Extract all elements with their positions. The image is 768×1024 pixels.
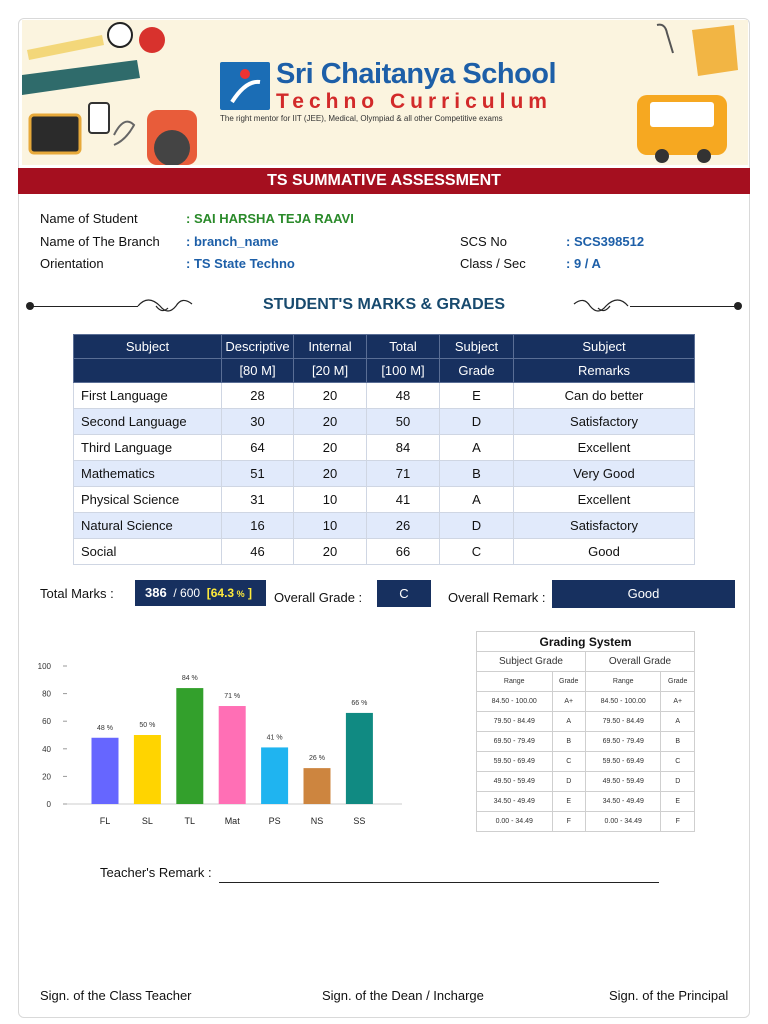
orientation-label: Orientation — [40, 256, 104, 271]
table-cell: Excellent — [514, 487, 695, 513]
grading-cell: C — [552, 752, 585, 772]
grading-cell: F — [552, 812, 585, 832]
grading-row — [477, 812, 695, 832]
table-cell: Social — [74, 539, 222, 565]
marks-body — [74, 383, 695, 565]
school-logo-icon — [220, 62, 270, 110]
grading-cell: C — [661, 752, 695, 772]
apple-icon — [139, 27, 165, 53]
grading-cell: 49.50 - 59.49 — [477, 772, 553, 792]
grading-cell: D — [552, 772, 585, 792]
col-subheader: Remarks — [514, 359, 695, 383]
branch-label: Name of The Branch — [40, 234, 160, 249]
table-cell: 10 — [294, 487, 367, 513]
table-cell: Third Language — [74, 435, 222, 461]
paperclip-icon — [114, 122, 134, 145]
grading-row — [477, 712, 695, 732]
total-marks-box — [135, 580, 266, 606]
teacher-remark-label: Teacher's Remark : — [100, 865, 212, 880]
marks-header-row-2 — [74, 359, 695, 383]
table-cell: D — [440, 513, 514, 539]
grading-row — [477, 772, 695, 792]
y-tick-label: 40 — [42, 744, 51, 754]
bar — [92, 738, 119, 804]
paperclip-right-icon — [657, 25, 673, 53]
grading-cell: 34.50 - 49.49 — [477, 792, 553, 812]
total-marks-max: / 600 — [173, 586, 201, 600]
y-tick-label: 0 — [46, 800, 51, 809]
grading-cell: 59.50 - 69.49 — [477, 752, 553, 772]
bar-value-label: 71 % — [224, 693, 241, 701]
overall-remark-value: Good — [552, 580, 735, 608]
table-cell: 31 — [222, 487, 294, 513]
grading-cell: A+ — [552, 692, 585, 712]
table-cell: 41 — [367, 487, 440, 513]
table-cell: A — [440, 435, 514, 461]
table-cell: 50 — [367, 409, 440, 435]
bar-value-label: 66 % — [351, 699, 368, 707]
col-subheader: Grade — [440, 359, 514, 383]
grading-cell: F — [661, 812, 695, 832]
table-cell: C — [440, 539, 514, 565]
football-icon — [108, 23, 132, 47]
class-teacher-signature: Sign. of the Class Teacher — [40, 988, 192, 1003]
table-cell: Natural Science — [74, 513, 222, 539]
table-row — [74, 461, 695, 487]
marks-header-row-1 — [74, 335, 695, 359]
table-cell: 71 — [367, 461, 440, 487]
grading-cell: 79.50 - 84.49 — [585, 712, 661, 732]
bar-value-label: 41 % — [266, 734, 283, 742]
table-cell: 84 — [367, 435, 440, 461]
table-cell: 20 — [294, 383, 367, 409]
bar — [304, 768, 331, 804]
tablet-icon — [89, 103, 109, 133]
table-cell: Satisfactory — [514, 409, 695, 435]
table-row — [74, 435, 695, 461]
table-cell: 48 — [367, 383, 440, 409]
student-name-label: Name of Student — [40, 211, 138, 226]
x-tick-label: PS — [268, 816, 281, 826]
col-header: Descriptive — [222, 335, 294, 359]
y-tick-label: 80 — [42, 689, 51, 699]
col-subheader: [100 M] — [367, 359, 440, 383]
notes-icon — [692, 25, 738, 76]
range-col-header: Range — [585, 672, 661, 692]
table-cell: 66 — [367, 539, 440, 565]
grading-cell: 84.50 - 100.00 — [585, 692, 661, 712]
col-subheader: [20 M] — [294, 359, 367, 383]
col-header: Total — [367, 335, 440, 359]
table-cell: Very Good — [514, 461, 695, 487]
table-row — [74, 383, 695, 409]
grading-cell: 69.50 - 79.49 — [477, 732, 553, 752]
table-cell: A — [440, 487, 514, 513]
total-marks-value: 386 — [145, 585, 167, 600]
table-row — [74, 539, 695, 565]
grading-cell: 79.50 - 84.49 — [477, 712, 553, 732]
table-cell: 20 — [294, 409, 367, 435]
assessment-title: TS SUMMATIVE ASSESSMENT — [18, 168, 750, 194]
grade-col-header: Grade — [552, 672, 585, 692]
x-tick-label: NS — [310, 816, 324, 826]
table-cell: 20 — [294, 435, 367, 461]
grading-cell: 69.50 - 79.49 — [585, 732, 661, 752]
col-header: Subject — [440, 335, 514, 359]
bar — [219, 706, 246, 804]
col-header: Subject — [514, 335, 695, 359]
grading-cell: 59.50 - 69.49 — [585, 752, 661, 772]
x-tick-label: FL — [99, 816, 111, 826]
grading-cell: A — [661, 712, 695, 732]
table-row — [74, 513, 695, 539]
grading-cell: 34.50 - 49.49 — [585, 792, 661, 812]
grade-col-header: Grade — [661, 672, 695, 692]
table-cell: 20 — [294, 539, 367, 565]
bar — [176, 688, 203, 804]
pencil-icon — [27, 35, 104, 60]
grading-cell: E — [552, 792, 585, 812]
table-cell: 64 — [222, 435, 294, 461]
table-cell: E — [440, 383, 514, 409]
percentage-value: [64.3 — [206, 586, 235, 600]
grading-cell: 0.00 - 34.49 — [585, 812, 661, 832]
col-subheader: [80 M] — [222, 359, 294, 383]
table-cell: Mathematics — [74, 461, 222, 487]
grading-cell: B — [552, 732, 585, 752]
table-row — [74, 487, 695, 513]
table-cell: 10 — [294, 513, 367, 539]
grading-cell: 49.50 - 59.49 — [585, 772, 661, 792]
marks-bar-chart — [30, 650, 410, 840]
divider-dot-right — [734, 302, 742, 310]
table-cell: Physical Science — [74, 487, 222, 513]
orientation-value: : TS State Techno — [186, 256, 295, 271]
table-cell: First Language — [74, 383, 222, 409]
x-tick-label: SL — [141, 816, 153, 826]
table-cell: 26 — [367, 513, 440, 539]
overall-grade-value: C — [377, 580, 431, 607]
scs-label: SCS No — [460, 234, 507, 249]
col-header: Subject — [74, 335, 222, 359]
total-marks-label: Total Marks : — [40, 586, 114, 601]
grading-cell: D — [661, 772, 695, 792]
table-cell: 51 — [222, 461, 294, 487]
bar-value-label: 50 % — [139, 722, 156, 729]
table-cell: Excellent — [514, 435, 695, 461]
school-tagline: The right mentor for IIT (JEE), Medical, Olympiad & all other Competitive exams — [220, 114, 503, 123]
y-tick-label: 100 — [37, 662, 51, 671]
teacher-remark-line — [219, 882, 659, 883]
class-value: : 9 / A — [566, 256, 601, 271]
x-tick-label: TL — [184, 816, 196, 826]
table-cell: D — [440, 409, 514, 435]
grading-cell: 0.00 - 34.49 — [477, 812, 553, 832]
col-header: Internal — [294, 335, 367, 359]
grading-row — [477, 732, 695, 752]
table-cell: 16 — [222, 513, 294, 539]
table-row — [74, 409, 695, 435]
grading-body — [477, 692, 695, 832]
grading-cell: E — [661, 792, 695, 812]
y-tick-label: 20 — [42, 772, 51, 782]
flourish-right-icon — [572, 293, 630, 319]
marks-table — [73, 334, 695, 565]
bar — [261, 747, 288, 804]
percentage-close: ] — [244, 586, 252, 600]
scs-value: : SCS398512 — [566, 234, 645, 249]
bar — [134, 735, 161, 804]
grading-cell: A+ — [661, 692, 695, 712]
ribbon-icon — [22, 60, 140, 95]
grading-cell: A — [552, 712, 585, 732]
bar — [346, 713, 373, 804]
grading-cell: 84.50 - 100.00 — [477, 692, 553, 712]
grading-row — [477, 792, 695, 812]
subject-grade-header: Subject Grade — [477, 652, 586, 672]
y-tick-label: 60 — [42, 717, 51, 727]
overall-grade-header: Overall Grade — [585, 652, 694, 672]
branch-value: : branch_name — [186, 234, 279, 249]
table-cell: B — [440, 461, 514, 487]
bar-value-label: 26 % — [309, 755, 325, 763]
grading-title: Grading System — [477, 632, 695, 652]
dean-signature: Sign. of the Dean / Incharge — [322, 988, 484, 1003]
table-cell: Can do better — [514, 383, 695, 409]
school-subtitle: Techno Curriculum — [276, 90, 552, 113]
table-cell: 30 — [222, 409, 294, 435]
bar-value-label: 84 % — [181, 675, 198, 683]
col-subheader — [74, 359, 222, 383]
grading-row — [477, 752, 695, 772]
table-cell: Satisfactory — [514, 513, 695, 539]
class-label: Class / Sec — [460, 256, 526, 271]
grading-cell: B — [661, 732, 695, 752]
grading-row — [477, 692, 695, 712]
blackboard-icon — [30, 115, 80, 153]
bar-value-label: 48 % — [97, 724, 113, 732]
section-title: STUDENT'S MARKS & GRADES — [262, 296, 506, 313]
table-cell: 28 — [222, 383, 294, 409]
divider-right — [630, 306, 738, 307]
overall-grade-label: Overall Grade : — [274, 590, 363, 605]
table-cell: Second Language — [74, 409, 222, 435]
grading-system-table — [476, 631, 695, 832]
table-cell: Good — [514, 539, 695, 565]
overall-remark-label: Overall Remark : — [448, 590, 546, 605]
principal-signature: Sign. of the Principal — [609, 988, 729, 1003]
percentage-sign: % — [234, 589, 245, 599]
x-tick-label: Mat — [224, 816, 240, 826]
table-cell: 46 — [222, 539, 294, 565]
x-tick-label: SS — [353, 816, 366, 826]
range-col-header: Range — [477, 672, 553, 692]
table-cell: 20 — [294, 461, 367, 487]
student-name-value: : SAI HARSHA TEJA RAAVI — [186, 211, 354, 226]
school-title: Sri Chaitanya School — [276, 58, 557, 90]
